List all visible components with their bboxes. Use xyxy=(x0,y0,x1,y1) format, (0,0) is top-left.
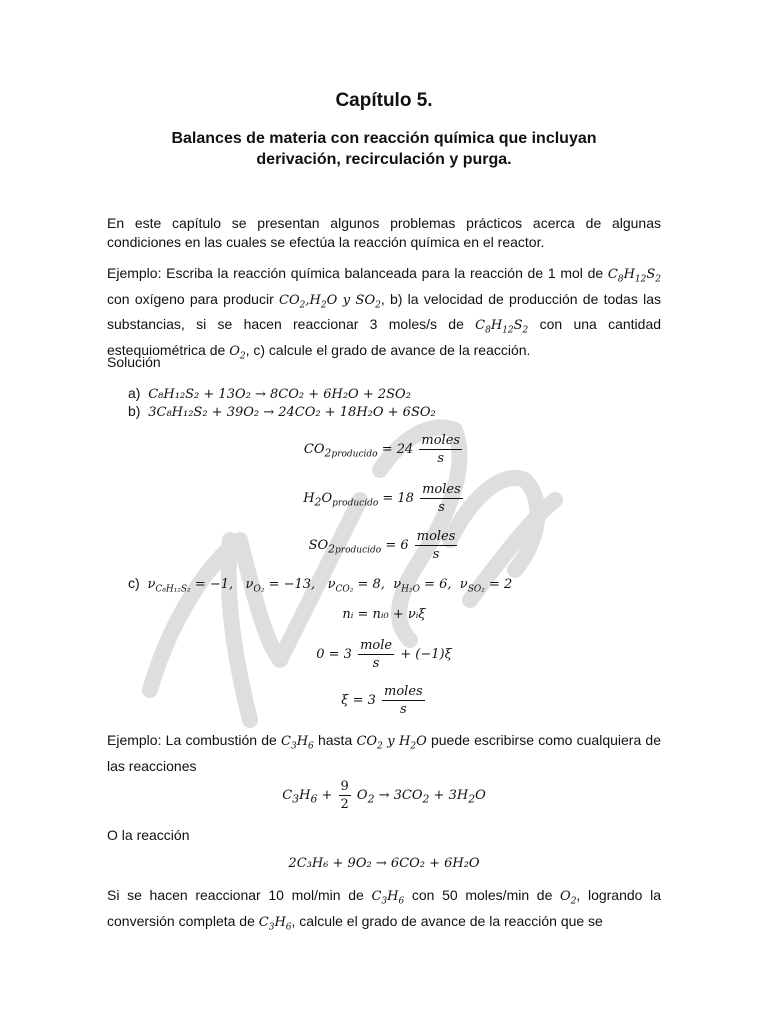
chapter-subtitle xyxy=(0,128,768,170)
chapter-title: Capítulo 5. xyxy=(335,90,433,111)
example-1-text-2: con oxígeno para producir xyxy=(107,290,274,307)
fraction-nine-halves: $\frac{9}{2}$ xyxy=(340,779,349,812)
subtitle-line-2: derivación, recirculación y purga. xyxy=(256,151,512,168)
solution-label: Solución xyxy=(107,354,161,370)
moles-per-s-2: $\frac{\text{moles}}{s}$ xyxy=(422,482,461,515)
so2-value: = 6 xyxy=(385,538,409,553)
producido-label-2: producido xyxy=(332,498,379,509)
extent-result-eq: ξ = 3 $\frac{\text{moles}}{s}$ xyxy=(341,684,423,717)
formula-products: $CO_2,H_2O$ y $SO_2$ xyxy=(279,292,381,311)
equation-a: C₈H₁₂S₂ + 13O₂ → 8CO₂ + 6H₂O + 2SO₂ xyxy=(148,387,411,402)
formula-c3h6-2: $C_3H_6$ xyxy=(371,889,405,907)
example-1-paragraph xyxy=(107,264,661,366)
combustion-eq-2: 2C₃H₆ + 9O₂ → 6CO₂ + 6H₂O xyxy=(288,856,480,871)
example-1-text-5: , c) calcule el grado de avance de la reacción. xyxy=(245,341,531,358)
example-2-paragraph: Ejemplo: La combustión de $C_3H_6$ hasta $CO_2$ y $H_2O$ puede escribirse como cualquiera de las reacciones xyxy=(107,732,662,774)
co2-value: = 24 xyxy=(381,442,414,457)
formula-c8h12s2: $C_8H_{12}S_2$ xyxy=(607,267,662,285)
producido-label-1: producido xyxy=(331,449,378,460)
h2o-value: = 18 xyxy=(382,491,414,506)
formula-c8h12s2-2: $C_8H_{12}S_2$ xyxy=(475,318,529,336)
moles-per-s-1: $\frac{\text{moles}}{s}$ xyxy=(421,433,461,466)
example-1-text-3: , b) la velocidad de producción de todas las substancias, si se hacen reaccionar 3 moles/s de xyxy=(107,290,661,333)
formula-co2-h2o: $CO_2$ y $H_2O$ xyxy=(356,734,427,752)
item-a-label: a) xyxy=(128,385,141,401)
formula-o2: $O_2$ xyxy=(229,343,246,362)
stoichiometric-coefficients: $\nu_{C_8H_{12}S_2} = -1$, $\nu_{O_2} = -13$, $\nu_{CO_2} = 8$, $\nu_{H_2O} = 6$, $\nu_{SO_2} = 2$ xyxy=(147,577,513,595)
formula-o2-2: $O_2$ xyxy=(560,889,577,907)
item-c-label: c) xyxy=(128,575,140,591)
producido-label-3: producido xyxy=(335,545,382,556)
combustion-eq-1: $C_3H_6$ + $\frac{9}{2}$ $O_2 \to 3CO_2 + 3H_2O$ xyxy=(282,779,486,812)
mole-per-s: $\frac{\text{mole}}{s}$ xyxy=(360,638,393,671)
example-1-text-4: con una cantidad estequiométrica de xyxy=(107,316,662,358)
equation-b: 3C₈H₁₂S₂ + 39O₂ → 24CO₂ + 18H₂O + 6SO₂ xyxy=(148,405,436,420)
extent-balance-eq: 0 = 3 $\frac{\text{mole}}{s}$ + (−1)ξ xyxy=(316,638,452,671)
moles-per-s-4: $\frac{\text{moles}}{s}$ xyxy=(384,684,423,717)
formula-c3h6: $C_3H_6$ xyxy=(281,734,314,752)
final-paragraph: Si se hacen reaccionar 10 mol/min de $C_3H_6$ con 50 moles/min de $O_2$, logrando la conversión completa de $C_3H_6$, calcule el grado de avance de la reacción que se xyxy=(107,887,662,933)
formula-c3h6-3: $C_3H_6$ xyxy=(258,914,292,933)
subtitle-line-1: Balances de materia con reacción química que incluyan xyxy=(171,130,597,147)
extent-general-eq: nᵢ = nᵢ₀ + νᵢξ xyxy=(342,607,426,622)
item-b xyxy=(128,402,436,422)
item-b-label: b) xyxy=(128,403,141,419)
so2-production-eq: $SO_{2producido} = 6$ $\frac{\text{moles}}{s}$ xyxy=(308,529,456,562)
co2-production-eq: $CO_{2producido} = 24$ $\frac{\text{moles}}{s}$ xyxy=(303,433,461,466)
intro-paragraph: En este capítulo se presentan algunos problemas prácticos acerca de algunas condiciones en las cuales se efectúa la reacción química en el reactor. xyxy=(107,215,661,250)
h2o-production-eq: $H_2O_{producido} = 18$ $\frac{\text{moles}}{s}$ xyxy=(303,482,461,515)
example-1-text-1: Ejemplo: Escriba la reacción química balanceada para la reacción de 1 mol de xyxy=(107,265,604,281)
or-reaction-label: O la reacción xyxy=(107,827,190,843)
moles-per-s-3: $\frac{\text{moles}}{s}$ xyxy=(416,529,456,562)
item-a xyxy=(128,384,411,404)
item-c xyxy=(128,574,512,600)
